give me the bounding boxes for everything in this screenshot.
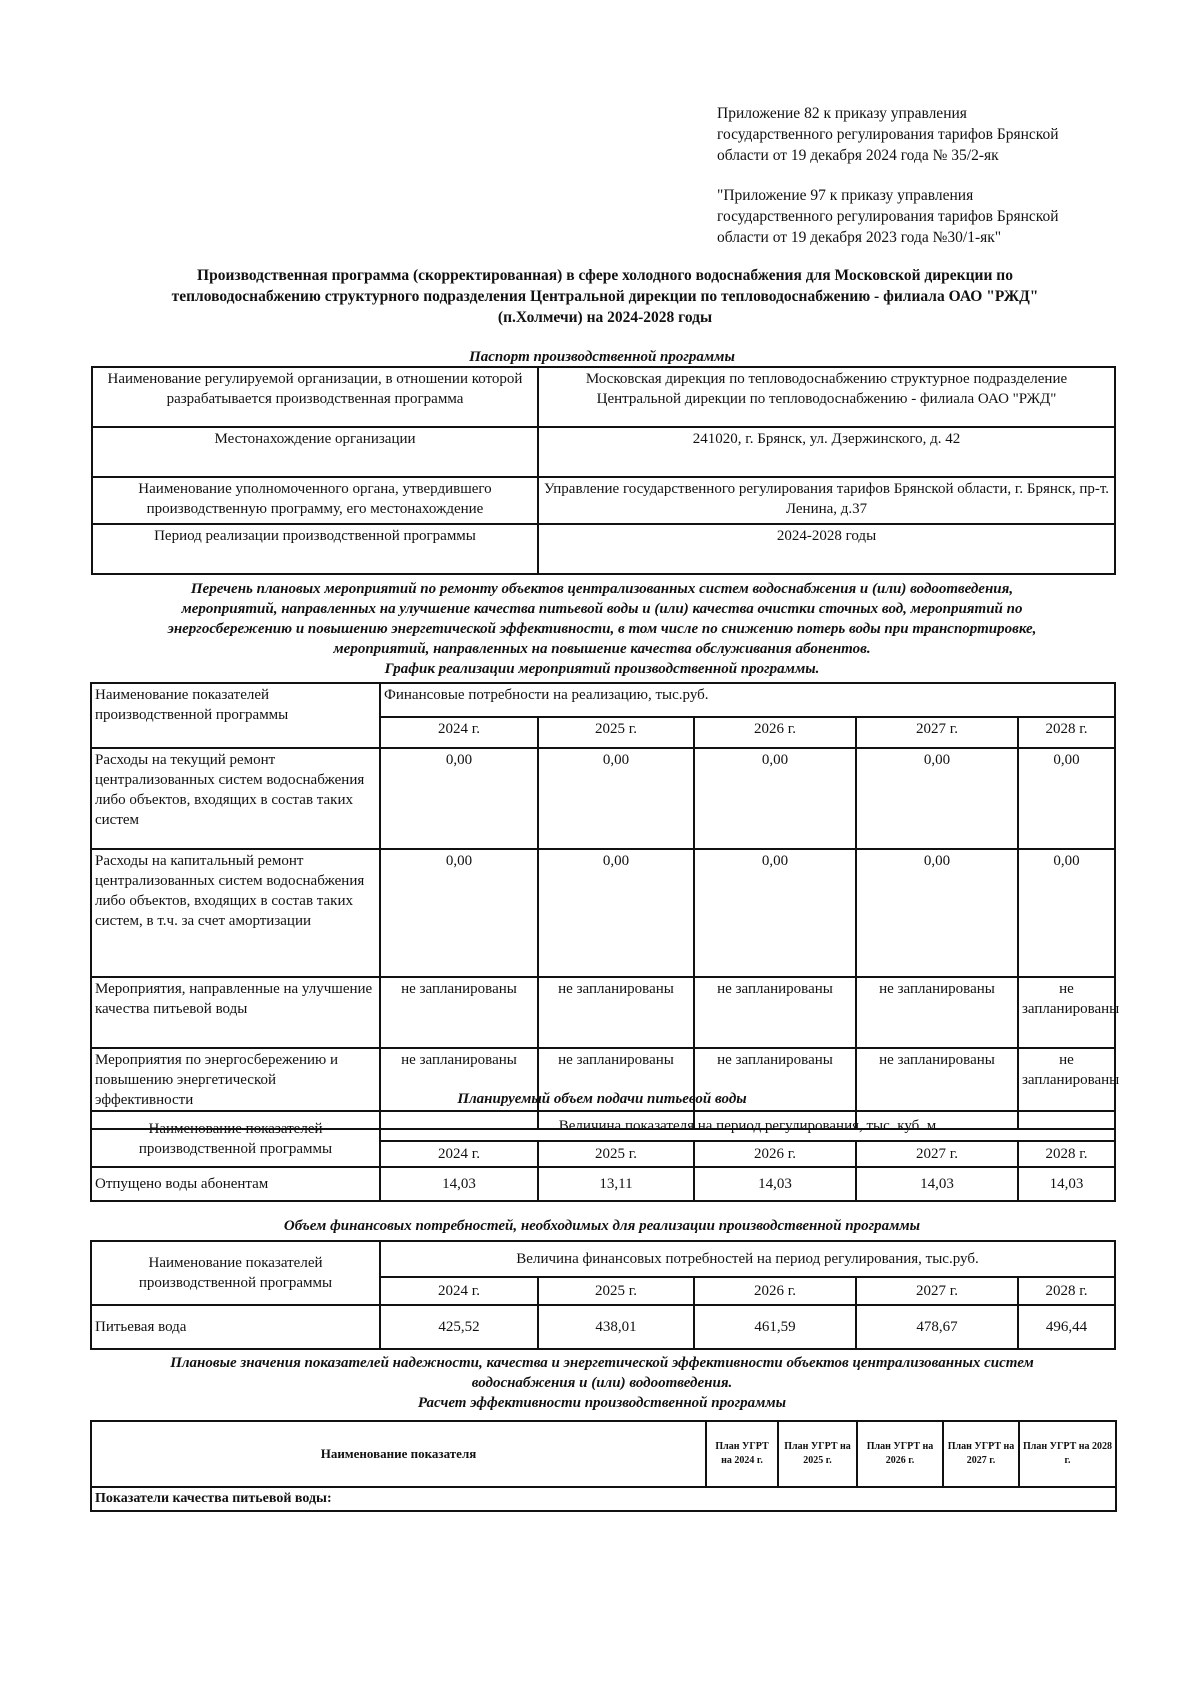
cell-value: не запланированы bbox=[856, 1048, 1018, 1129]
year-header: 2027 г. bbox=[856, 1277, 1018, 1305]
cell-value: не запланированы bbox=[380, 1048, 538, 1129]
cell-value: 14,03 bbox=[380, 1167, 538, 1201]
year-header: 2028 г. bbox=[1018, 717, 1115, 748]
cell-value: 14,03 bbox=[856, 1167, 1018, 1201]
document-title bbox=[100, 265, 1110, 328]
efficiency-table bbox=[90, 1420, 1117, 1512]
efficiency-caption bbox=[90, 1353, 1114, 1413]
year-header: 2026 г. bbox=[694, 717, 856, 748]
appendix-current bbox=[717, 103, 1137, 166]
appendix-line: области от 19 декабря 2023 года №30/1-як" bbox=[717, 229, 1002, 246]
table-row bbox=[91, 748, 1115, 849]
measures-caption bbox=[90, 579, 1114, 679]
passport-value: 2024-2028 годы bbox=[538, 524, 1115, 574]
year-header: 2028 г. bbox=[1018, 1141, 1115, 1167]
caption-line: Плановые значения показателей надежности, качества и энергетической эффективности объектов централизованных систем bbox=[170, 1355, 1034, 1371]
section-label: Показатели качества питьевой воды: bbox=[91, 1487, 1116, 1511]
passport-label: Период реализации производственной программы bbox=[92, 524, 538, 574]
caption-line: энергосбережению и повышению энергетической эффективности, в том числе по снижению потерь воды при транспортировке, bbox=[167, 621, 1037, 637]
efficiency-subcaption: Расчет эффективности производственной программы bbox=[417, 1395, 787, 1411]
cell-value: 0,00 bbox=[538, 748, 694, 849]
header-name: Наименование показателя bbox=[91, 1421, 706, 1487]
header-group: Величина финансовых потребностей на период регулирования, тыс.руб. bbox=[380, 1241, 1115, 1277]
cell-value: 14,03 bbox=[1018, 1167, 1115, 1201]
measures-table bbox=[90, 682, 1120, 1130]
year-header: 2027 г. bbox=[856, 1141, 1018, 1167]
table-row bbox=[91, 849, 1115, 977]
plan-header: План УГРТ на 2026 г. bbox=[857, 1421, 943, 1487]
year-header: 2025 г. bbox=[538, 717, 694, 748]
passport-label: Местонахождение организации bbox=[92, 427, 538, 477]
passport-row bbox=[92, 427, 1115, 477]
header-row bbox=[91, 1421, 1116, 1487]
table-row bbox=[91, 977, 1115, 1048]
cell-value: 461,59 bbox=[694, 1305, 856, 1349]
appendix-line: "Приложение 97 к приказу управления bbox=[717, 187, 974, 204]
caption-line: водоснабжения и (или) водоотведения. bbox=[471, 1375, 733, 1391]
header-name: Наименование показателей производственной программы bbox=[91, 1241, 380, 1305]
passport-row bbox=[92, 477, 1115, 524]
row-label: Мероприятия по энергосбережению и повышению энергетической эффективности bbox=[91, 1048, 380, 1129]
year-header: 2026 г. bbox=[694, 1277, 856, 1305]
cell-value: не запланированы bbox=[694, 977, 856, 1048]
appendix-line: Приложение 82 к приказу управления bbox=[717, 105, 967, 122]
header-group: Финансовые потребности на реализацию, тыс.руб. bbox=[380, 683, 1115, 717]
plan-header: План УГРТ на 2025 г. bbox=[778, 1421, 857, 1487]
title-line: (п.Холмечи) на 2024-2028 годы bbox=[497, 309, 713, 326]
cell-value: не запланированы bbox=[1018, 977, 1115, 1048]
cell-value: 478,67 bbox=[856, 1305, 1018, 1349]
appendix-previous bbox=[717, 185, 1137, 248]
cell-value: 13,11 bbox=[538, 1167, 694, 1201]
cell-value: не запланированы bbox=[538, 977, 694, 1048]
finance-table bbox=[90, 1240, 1116, 1350]
section-row bbox=[91, 1487, 1116, 1511]
row-label: Расходы на текущий ремонт централизованных систем водоснабжения либо объектов, входящих в состав таких систем bbox=[91, 748, 380, 849]
year-header: 2024 г. bbox=[380, 717, 538, 748]
header-row bbox=[91, 1111, 1115, 1141]
passport-label: Наименование уполномоченного органа, утвердившего производственную программу, его местонахождение bbox=[92, 477, 538, 524]
plan-header: План УГРТ на 2027 г. bbox=[943, 1421, 1019, 1487]
title-line: тепловодоснабжению структурного подразделения Центральной дирекции по тепловодоснабжению - филиала ОАО "РЖД" bbox=[171, 288, 1039, 305]
passport-row bbox=[92, 524, 1115, 574]
plan-header: План УГРТ на 2024 г. bbox=[706, 1421, 778, 1487]
appendix-line: области от 19 декабря 2024 года № 35/2-як bbox=[717, 147, 999, 164]
year-header: 2024 г. bbox=[380, 1141, 538, 1167]
year-header: 2026 г. bbox=[694, 1141, 856, 1167]
caption-line: Перечень плановых мероприятий по ремонту объектов централизованных систем водоснабжения и (или) водоотведения, bbox=[190, 581, 1014, 597]
cell-value: 438,01 bbox=[538, 1305, 694, 1349]
cell-value: 0,00 bbox=[856, 849, 1018, 977]
cell-value: 425,52 bbox=[380, 1305, 538, 1349]
year-header: 2027 г. bbox=[856, 717, 1018, 748]
measures-subcaption: График реализации мероприятий производственной программы. bbox=[384, 661, 820, 677]
row-label: Расходы на капитальный ремонт централизованных систем водоснабжения либо объектов, входящих в состав таких систем, в т.ч. за счет амортизации bbox=[91, 849, 380, 977]
volume-table bbox=[90, 1110, 1116, 1202]
cell-value: 0,00 bbox=[694, 748, 856, 849]
cell-value: 0,00 bbox=[1018, 849, 1115, 977]
passport-row bbox=[92, 367, 1115, 427]
passport-value: Московская дирекция по тепловодоснабжению структурное подразделение Центральной дирекции по тепловодоснабжению - филиала ОАО "РЖД" bbox=[538, 367, 1115, 427]
table-row bbox=[91, 1305, 1115, 1349]
row-label: Мероприятия, направленные на улучшение качества питьевой воды bbox=[91, 977, 380, 1048]
cell-value: 0,00 bbox=[538, 849, 694, 977]
year-header: 2028 г. bbox=[1018, 1277, 1115, 1305]
caption-line: мероприятий, направленных на улучшение качества питьевой воды и (или) качества очистки сточных вод, мероприятий по bbox=[181, 601, 1023, 617]
appendix-line: государственного регулирования тарифов Брянской bbox=[717, 208, 1059, 225]
appendix-line: государственного регулирования тарифов Брянской bbox=[717, 126, 1059, 143]
cell-value: не запланированы bbox=[380, 977, 538, 1048]
header-name: Наименование показателей производственной программы bbox=[91, 1111, 380, 1167]
header-name: Наименование показателей производственной программы bbox=[91, 683, 380, 748]
cell-value: не запланированы bbox=[1018, 1048, 1115, 1129]
passport-caption: Паспорт производственной программы bbox=[469, 349, 735, 365]
volume-caption: Планируемый объем подачи питьевой воды bbox=[457, 1091, 747, 1107]
passport-value: Управление государственного регулирования тарифов Брянской области, г. Брянск, пр-т. Ленина, д.37 bbox=[538, 477, 1115, 524]
year-header: 2024 г. bbox=[380, 1277, 538, 1305]
year-header: 2025 г. bbox=[538, 1277, 694, 1305]
header-row bbox=[91, 683, 1115, 717]
finance-caption: Объем финансовых потребностей, необходимых для реализации производственной программы bbox=[283, 1218, 921, 1234]
cell-value: 14,03 bbox=[694, 1167, 856, 1201]
row-label: Питьевая вода bbox=[91, 1305, 380, 1349]
header-row bbox=[91, 1241, 1115, 1277]
plan-header: План УГРТ на 2028 г. bbox=[1019, 1421, 1116, 1487]
title-line: Производственная программа (скорректированная) в сфере холодного водоснабжения для Московской дирекции по bbox=[197, 267, 1013, 284]
cell-value: 496,44 bbox=[1018, 1305, 1115, 1349]
cell-value: 0,00 bbox=[1018, 748, 1115, 849]
header-group: Величина показателя на период регулирования, тыс. куб. м bbox=[380, 1111, 1115, 1141]
year-header: 2025 г. bbox=[538, 1141, 694, 1167]
row-label: Отпущено воды абонентам bbox=[91, 1167, 380, 1201]
cell-value: 0,00 bbox=[694, 849, 856, 977]
passport-table bbox=[91, 366, 1116, 575]
cell-value: не запланированы bbox=[538, 1048, 694, 1129]
cell-value: не запланированы bbox=[856, 977, 1018, 1048]
passport-value: 241020, г. Брянск, ул. Дзержинского, д. 42 bbox=[538, 427, 1115, 477]
passport-label: Наименование регулируемой организации, в отношении которой разрабатывается производственная программа bbox=[92, 367, 538, 427]
cell-value: 0,00 bbox=[380, 849, 538, 977]
table-row bbox=[91, 1167, 1115, 1201]
cell-value: 0,00 bbox=[380, 748, 538, 849]
cell-value: 0,00 bbox=[856, 748, 1018, 849]
caption-line: мероприятий, направленных на повышение качества обслуживания абонентов. bbox=[333, 641, 871, 657]
cell-value: не запланированы bbox=[694, 1048, 856, 1129]
